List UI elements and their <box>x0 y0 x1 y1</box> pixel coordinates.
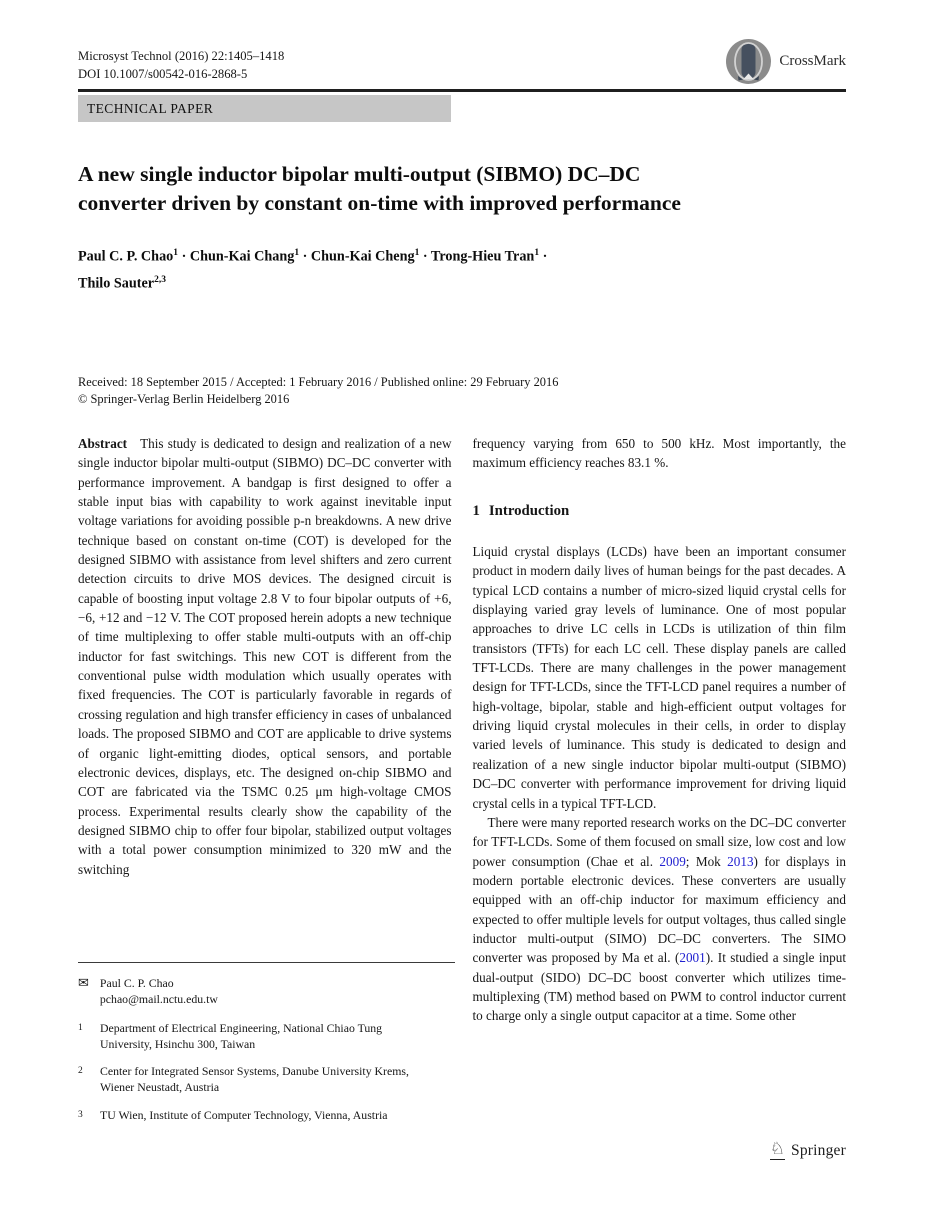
affiliation-text: TU Wien, Institute of Computer Technology, Vienna, Austria <box>100 1107 388 1122</box>
footnote-block <box>78 962 455 1123</box>
publisher-logo <box>770 1141 846 1160</box>
doi: DOI 10.1007/s00542-016-2868-5 <box>78 67 248 81</box>
author-separator: · <box>539 248 548 265</box>
author-affiliation-mark: 1 <box>173 248 179 258</box>
author-name: Paul C. P. Chao <box>78 248 174 265</box>
citation-link-chae-2009[interactable]: 2009 <box>659 853 686 869</box>
correspondence-details <box>100 976 218 1007</box>
abstract-text-col2: frequency varying from 650 to 500 kHz. Most importantly, the maximum efficiency reaches 83.1 %. <box>472 436 846 471</box>
affiliation-number: 2 <box>78 1066 83 1077</box>
intro-p2-text: ; Mok <box>685 853 728 869</box>
abstract-text-col1: This study is dedicated to design and realization of a new single inductor bipolar multi-output (SIBMO) DC–DC converter with performance improvement. A bandgap is first designed to offer a stable input bias with capability to work against inevitable input voltage variations for avoiding possible p-n breakdowns. A new drive technique based on constant on-time (COT) is developed for the designed SIBMO with assistance from level shifters and zero current detection circuits to drive MOS devices. The designed circuit is capable of boosting input voltage 2.8 V to four bipolar outputs of +6, −6, +12 and −12 V. The COT proposed herein adopts a new technique of time multiplexing to offer stable multi-outputs with an off-chip inductor for fast switchings. This new COT is different from the conventional pulse width modulation which usually operates with fixed frequencies. The COT is particularly favorable in regards of crossing regulation and high transfer efficiency in cases of unbalanced loads. The proposed SIBMO and COT are applicable to drive systems of organic light-emitting diodes, optical sensors, and portable electronic devices, displays, etc. The designed on-chip SIBMO and COT are fabricated via the TSMC 0.25 μm high-voltage CMOS process. Experimental results clearly show the capability of the designed SIBMO chip to offer four bipolar, stabilized output voltages with a total power consumption minimized to 320 mW and the switching <box>78 436 452 877</box>
paper-title-line2: converter driven by constant on-time with improved performance <box>78 190 681 215</box>
affiliation-text: Center for Integrated Sensor Systems, Danube University Krems, Wiener Neustadt, Austria <box>100 1064 409 1094</box>
author-separator: · <box>299 248 311 265</box>
author-affiliation-mark: 1 <box>534 248 540 258</box>
envelope-icon: ✉ <box>78 976 89 991</box>
author-separator: · <box>419 248 431 265</box>
masthead <box>78 47 284 83</box>
left-column <box>78 434 452 1026</box>
intro-p2-text: There were many reported research works on the DC–DC converter for TFT-LCDs. Some of them focused on small size, low cost and low power consumption (Chae et al. <box>472 814 846 869</box>
paper-title-line1: A new single inductor bipolar multi-output (SIBMO) DC–DC <box>78 162 641 186</box>
crossmark-label: CrossMark <box>779 53 846 69</box>
author-affiliation-mark: 2,3 <box>154 275 166 286</box>
received-accepted-published-line: Received: 18 September 2015 / Accepted: 1 February 2016 / Published online: 29 February 2016 <box>78 375 559 389</box>
author-affiliation-mark: 1 <box>414 248 420 258</box>
affiliation-number: 3 <box>78 1109 83 1120</box>
citation-link-ma-2001[interactable]: 2001 <box>679 950 706 966</box>
author-list <box>78 242 547 296</box>
corresponding-author-email[interactable]: pchao@mail.nctu.edu.tw <box>99 991 218 1006</box>
abstract-label: Abstract <box>78 436 128 451</box>
author-line-1 <box>78 242 547 269</box>
crossmark-badge[interactable] <box>725 38 846 85</box>
section-heading-introduction <box>473 502 847 521</box>
article-history <box>78 374 558 408</box>
copyright-line: © Springer-Verlag Berlin Heidelberg 2016 <box>78 391 290 406</box>
affiliation-item <box>78 1064 455 1095</box>
intro-p2-text: ) for displays in modern portable electronic devices. These converters are usually equipped with an off-chip inductor for maximum efficiency and expected to offer multiple levels for output voltages, thus called single inductor multi-output (SIMO) DC–DC converters. The SIMO converter was proposed by Ma et al. ( <box>472 853 846 966</box>
affiliation-item <box>78 1021 455 1052</box>
affiliation-text: Department of Electrical Engineering, National Chiao Tung University, Hsinchu 300, Taiwan <box>100 1021 383 1051</box>
body-columns <box>78 434 846 1026</box>
intro-paragraph-1: Liquid crystal displays (LCDs) have been an important consumer product in modern daily lives of human beings for the past decades. A typical LCD contains a number of micro-sized liquid crystal cells for displaying varied gray levels of luminance. One of most popular approaches to drive LC cells in LCDs is utilization of thin film transistors (TFTs) for each LC cell. These display panels are called TFT-LCDs. There are many challenges in the power management design for TFT-LCDs, since the TFT-LCD panel requires a number of high-voltage, bipolar, stable and high-efficient output voltages for driving liquid crystal molecules in their cells, in order to display varied levels of luminance. This study is dedicated to design and realization of a new single inductor bipolar multi-output (SIBMO) DC–DC converter with performance improvement for driving liquid crystal cells in a typical TFT-LCD. <box>472 544 846 811</box>
crossmark-icon <box>725 38 772 85</box>
corresponding-author-name: Paul C. P. Chao <box>99 976 174 990</box>
author-name: Chun-Kai Chang <box>189 248 295 265</box>
author-separator: · <box>178 248 190 265</box>
author-name: Trong-Hieu Tran <box>430 248 535 265</box>
author-name: Chun-Kai Cheng <box>310 248 415 265</box>
springer-horse-icon: ♘ <box>769 1139 786 1159</box>
affiliation-number: 1 <box>78 1023 83 1034</box>
publisher-name: Springer <box>791 1141 846 1159</box>
section-number: 1 <box>472 502 480 519</box>
citation-link-mok-2013[interactable]: 2013 <box>727 853 754 869</box>
paper-title <box>78 160 818 217</box>
affiliation-item <box>78 1108 455 1124</box>
right-column <box>473 434 847 1026</box>
author-affiliation-mark: 1 <box>294 248 300 258</box>
article-category-label: TECHNICAL PAPER <box>87 100 214 116</box>
intro-paragraph-2 <box>473 813 847 1026</box>
author-name: Thilo Sauter <box>78 275 155 292</box>
journal-reference: Microsyst Technol (2016) 22:1405–1418 <box>78 49 285 63</box>
abstract-paragraph <box>78 434 452 879</box>
author-line-2 <box>78 269 547 296</box>
header-divider <box>78 89 846 92</box>
correspondence <box>78 976 455 1007</box>
intro-p2-text: ). It studied a single input dual-output (SIDO) DC–DC boost converter which utilizes time-multiplexing (TM) method based on PWM to control inductor current to charge only a single output capacitor at a time. Some other <box>472 950 846 1024</box>
section-title: Introduction <box>488 502 570 519</box>
article-category-banner <box>78 95 451 122</box>
